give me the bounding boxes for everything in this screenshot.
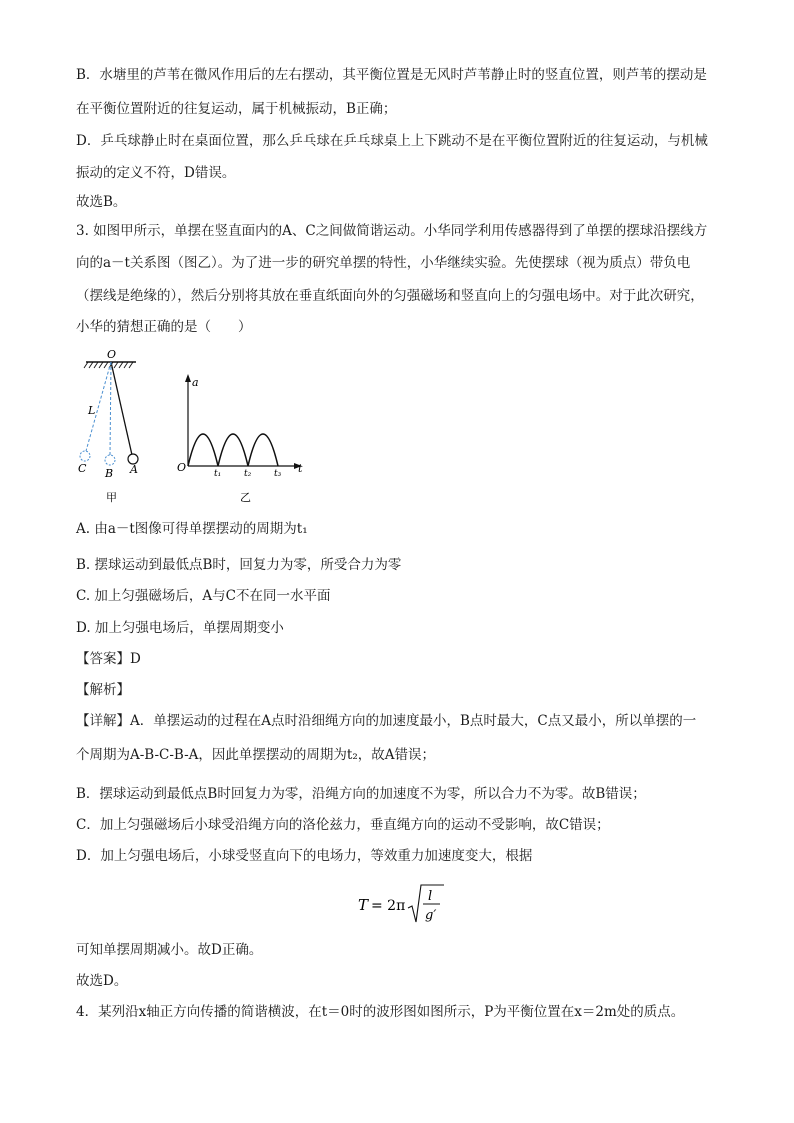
label-c: C [78,462,87,475]
question-3-line: 3. 如图甲所示，单摆在竖直面内的A、C之间做简谐运动。小华同学利用传感器得到了单摆的摆球沿摆线方 [76,223,708,239]
tick-t3: t₃ [274,469,282,479]
detail-line: C．加上匀强磁场后小球受沿绳方向的洛伦兹力，垂直绳方向的运动不受影响，故C错误； [76,817,610,833]
option-a: A. 由a－t图像可得单摆摆动的周期为t₁ [76,521,308,537]
tick-t2: t₂ [244,469,252,479]
option-d: D. 加上匀强电场后，单摆周期变小 [76,620,284,636]
detail-line: 故选D。 [76,973,128,989]
bob-b [105,455,115,465]
formula-denominator: g′ [425,908,437,923]
acceleration-time-graph [174,344,310,510]
bob-c [80,451,90,461]
curve-a-t [188,434,278,466]
formula-eq: = 2π [371,898,406,914]
analysis-label: 【解析】 [76,682,130,698]
question-3-line: 小华的猜想正确的是（ ） [76,319,252,335]
detail-line: 可知单摆周期减小。故D正确。 [76,942,263,958]
axis-label-a: a [192,376,199,389]
label-b: B [105,467,114,480]
detail-line: D．加上匀强电场后，小球受竖直向下的电场力，等效重力加速度变大，根据 [76,848,533,864]
option-b: B. 摆球运动到最低点B时，回复力为零，所受合力为零 [76,557,402,573]
answer-label: 【答案】D [76,651,141,667]
text-line: 振动的定义不符，D错误。 [76,165,236,181]
formula-lhs: T [358,896,369,914]
formula-numerator: l [428,889,433,904]
axis-label-t: t [298,462,303,475]
pendulum-figure [78,344,168,510]
text-line: 故选B。 [76,194,127,210]
detail-line: B．摆球运动到最低点B时回复力为零，沿绳方向的加速度不为零，所以合力不为零。故B错误； [76,786,646,802]
origin-label: O [177,461,187,474]
text-line: 在平衡位置附近的往复运动，属于机械振动，B正确； [76,101,397,117]
question-3-line: （摆线是绝缘的），然后分别将其放在垂直纸面向外的匀强磁场和竖直向上的匀强电场中。对于此次研究， [76,288,704,304]
label-a: A [130,463,138,476]
question-3-line: 向的a－t关系图（图乙）。为了进一步的研究单摆的特性，小华继续实验。先使摆球（视为质点）带负电 [76,255,691,271]
option-c: C. 加上匀强磁场后，A与C不在同一水平面 [76,588,331,604]
text-line: B．水塘里的芦苇在微风作用后的左右摆动，其平衡位置是无风时芦苇静止时的竖直位置，则芦苇的摆动是 [76,67,707,83]
label-o: O [107,348,117,361]
detail-line: 【详解】A．单摆运动的过程在A点时沿细绳方向的加速度最小，B点时最大，C点又最小，所以单摆的一 [76,713,697,729]
caption-yi: 乙 [240,491,251,504]
detail-line: 个周期为A-B-C-B-A，因此单摆摆动的周期为t₂，故A错误； [76,747,436,763]
period-formula [356,882,446,928]
label-l: L [88,404,96,417]
text-line: D．乒乓球静止时在桌面位置，那么乒乓球在乒乓球桌上上下跳动不是在平衡位置附近的往复运动，与机械 [76,133,708,149]
caption-jia: 甲 [106,491,117,504]
tick-t1: t₁ [214,469,222,479]
question-4-line: 4．某列沿x轴正方向传播的简谐横波，在t＝0时的波形图如图所示，P为平衡位置在x＝2m处的质点。 [76,1004,685,1020]
